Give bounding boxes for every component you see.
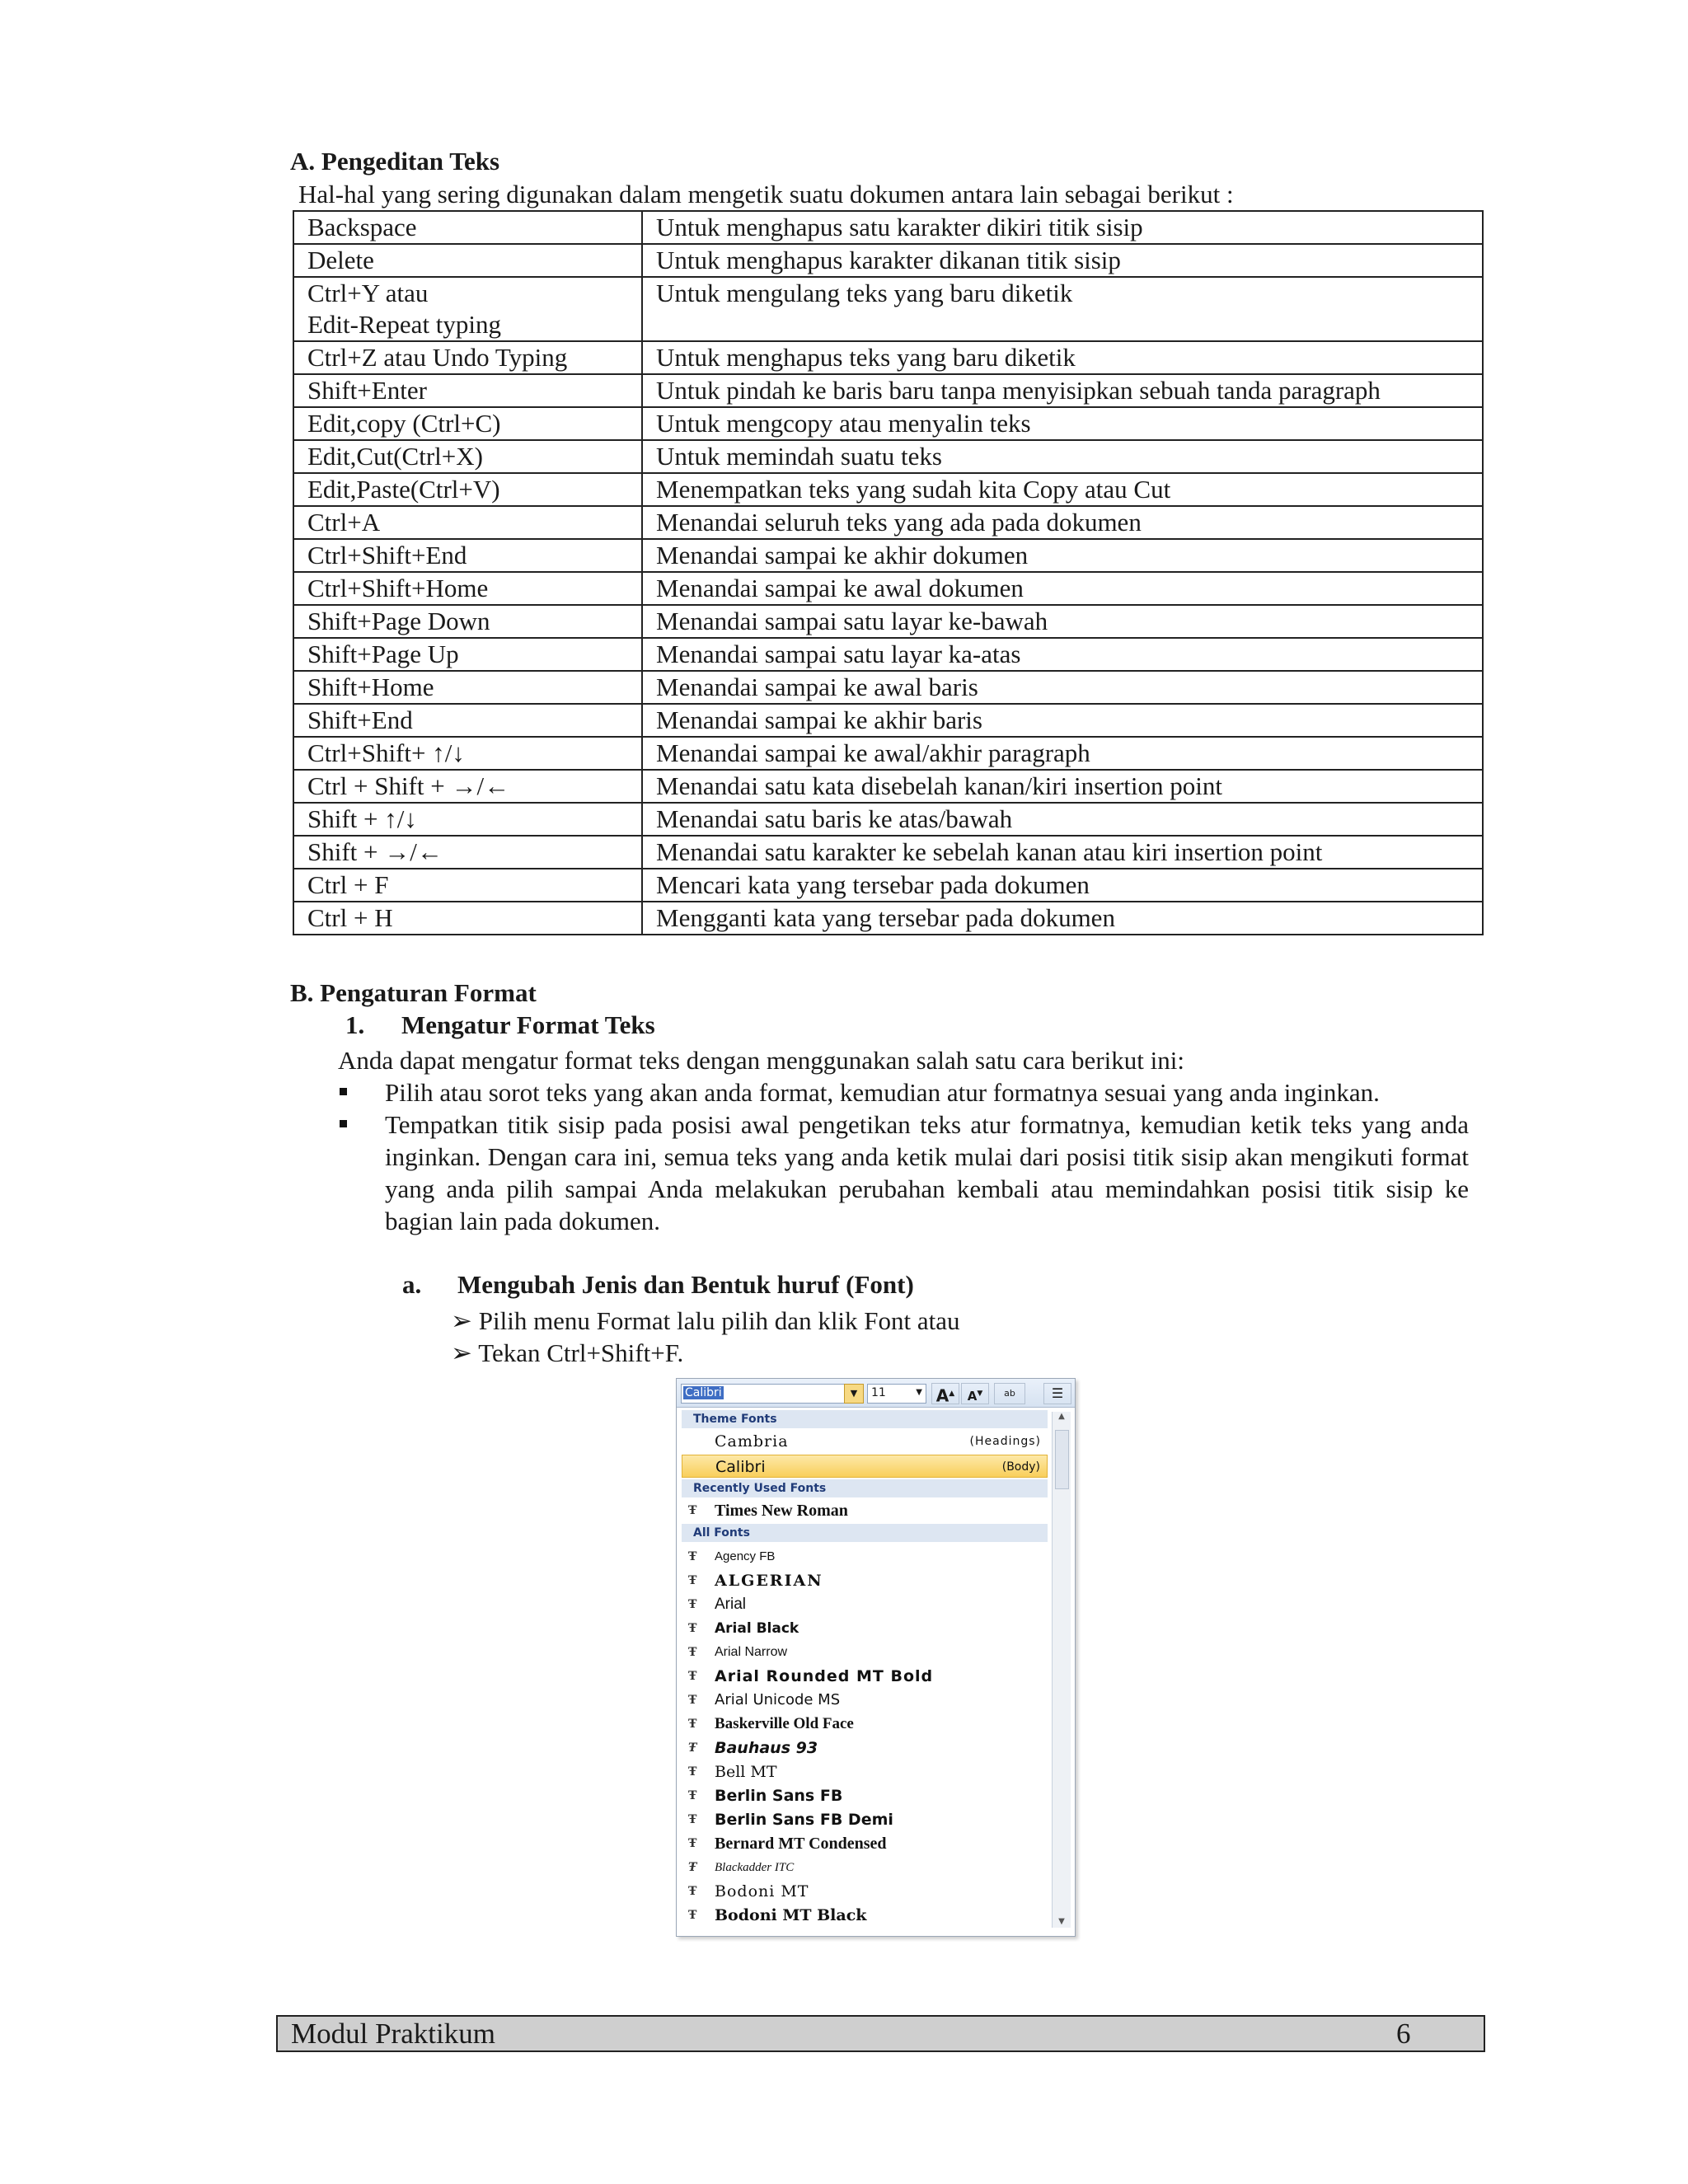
size-dropdown-arrow-icon[interactable]: ▼ <box>916 1388 922 1397</box>
shortcut-description: Menandai sampai satu layar ke-bawah <box>642 605 1483 638</box>
font-size-value: 11 <box>871 1386 886 1399</box>
shortcut-key <box>293 869 642 902</box>
font-option-name: Bodoni MT <box>715 1882 809 1900</box>
shortcut-description: Menandai sampai ke awal/akhir paragraph <box>642 737 1483 770</box>
shortcut-key-text: Shift+Page Up <box>307 640 459 668</box>
font-option-name: Berlin Sans FB Demi <box>715 1811 893 1829</box>
font-option-name: Times New Roman <box>715 1502 848 1520</box>
shortcut-row <box>293 374 1483 407</box>
shortcut-key <box>293 770 642 803</box>
shortcut-key-text: Delete <box>307 246 374 274</box>
shortcut-row <box>293 869 1483 902</box>
shortcut-row <box>293 605 1483 638</box>
section-a-title: A. Pengeditan Teks <box>290 147 500 176</box>
shortcut-row <box>293 407 1483 440</box>
shortcut-row <box>293 770 1483 803</box>
grow-font-icon: A <box>935 1385 950 1406</box>
shortcut-description: Menandai satu kata disebelah kanan/kiri insertion point <box>642 770 1483 803</box>
font-option[interactable] <box>682 1736 1048 1760</box>
scroll-thumb[interactable] <box>1055 1430 1069 1489</box>
shortcut-key-text: Shift+Page Down <box>307 607 490 635</box>
font-option-name: Cambria <box>715 1432 789 1451</box>
all-fonts-header: All Fonts <box>682 1524 1048 1542</box>
shortcut-row <box>293 572 1483 605</box>
font-name-box[interactable] <box>681 1384 856 1404</box>
font-option[interactable] <box>682 1641 1048 1664</box>
shortcut-key-text: Edit,Cut(Ctrl+X) <box>307 442 483 471</box>
font-option-tag: (Body) <box>1001 1460 1040 1474</box>
shortcut-table <box>293 210 1484 935</box>
truetype-font-icon: Ŧ <box>688 1550 697 1563</box>
shortcut-description: Untuk mengcopy atau menyalin teks <box>642 407 1483 440</box>
shortcut-description: Untuk menghapus karakter dikanan titik sisip <box>642 244 1483 277</box>
shortcut-row <box>293 341 1483 374</box>
bullet-item <box>338 1076 1469 1108</box>
font-option-name: Bauhaus 93 <box>715 1739 818 1757</box>
shortcut-key <box>293 605 642 638</box>
shortcut-description: Menandai satu baris ke atas/bawah <box>642 803 1483 836</box>
shortcut-key-text: Shift + ↑/↓ <box>307 804 417 833</box>
shortcut-row <box>293 803 1483 836</box>
shortcut-key-text: Edit-Repeat typing <box>307 310 502 339</box>
shrink-font-icon: A <box>967 1389 978 1404</box>
shortcut-row <box>293 638 1483 671</box>
shortcut-description: Menandai sampai ke akhir baris <box>642 704 1483 737</box>
shortcut-row <box>293 277 1483 341</box>
bullet-list <box>338 1076 1469 1237</box>
shortcut-key-text: Ctrl+Z atau Undo Typing <box>307 343 568 372</box>
truetype-font-icon: Ŧ <box>688 1861 697 1874</box>
font-option-name: Bodoni MT Black <box>715 1906 867 1924</box>
square-bullet-icon <box>340 1088 347 1095</box>
page-number: 6 <box>1396 2018 1411 2050</box>
shortcut-description: Menandai sampai ke awal dokumen <box>642 572 1483 605</box>
font-option[interactable] <box>682 1760 1048 1783</box>
font-option-name: Arial Narrow <box>715 1645 788 1659</box>
shortcut-key-text: Ctrl+Shift+Home <box>307 574 489 602</box>
shortcut-row <box>293 836 1483 869</box>
shortcut-key <box>293 211 642 244</box>
font-toolbar <box>677 1379 1075 1408</box>
scroll-down-icon[interactable]: ▼ <box>1058 1917 1065 1926</box>
font-name-value: Calibri <box>685 1386 722 1399</box>
font-option-name: Arial Rounded MT Bold <box>715 1667 934 1685</box>
truetype-font-icon: Ŧ <box>688 1670 698 1683</box>
arrow-bullet-icon: ➢ <box>451 1338 472 1367</box>
font-option[interactable] <box>682 1665 1048 1688</box>
font-size-box[interactable] <box>867 1384 926 1404</box>
shortcut-key <box>293 506 642 539</box>
shortcut-key-text: Edit,Paste(Ctrl+V) <box>307 475 500 504</box>
bullet-text: Pilih atau sorot teks yang akan anda format, kemudian atur formatnya sesuai yang anda inginkan. <box>385 1078 1380 1107</box>
truetype-font-icon: Ŧ <box>688 1598 697 1611</box>
shortcut-description: Menempatkan teks yang sudah kita Copy atau Cut <box>642 473 1483 506</box>
truetype-font-icon: Ŧ <box>688 1646 697 1659</box>
shortcut-key-text: Backspace <box>307 213 417 241</box>
font-dropdown <box>676 1378 1076 1937</box>
shortcut-row <box>293 902 1483 935</box>
section-a-intro: Hal-hal yang sering digunakan dalam mengetik suatu dokumen antara lain sebagai berikut : <box>298 180 1234 209</box>
shortcut-key <box>293 440 642 473</box>
shortcut-key-text: Ctrl + Shift + →/← <box>307 771 510 800</box>
shortcut-description: Menandai seluruh teks yang ada pada dokumen <box>642 506 1483 539</box>
shortcut-key <box>293 341 642 374</box>
section-b-title: B. Pengaturan Format <box>290 978 537 1007</box>
shortcut-description: Untuk pindah ke baris baru tanpa menyisipkan sebuah tanda paragraph <box>642 374 1483 407</box>
shortcut-key <box>293 638 642 671</box>
subsection-a-letter: a. <box>402 1270 422 1299</box>
font-option-name: Blackadder ITC <box>715 1861 795 1874</box>
shortcut-key-text: Shift+End <box>307 705 413 734</box>
clear-format-button[interactable] <box>994 1383 1025 1404</box>
font-option-name: ALGERIAN <box>715 1572 823 1590</box>
truetype-font-icon: Ŧ <box>688 1789 697 1802</box>
shortcut-description: Mengganti kata yang tersebar pada dokumen <box>642 902 1483 935</box>
shortcut-key-text: Ctrl+Y atau <box>307 279 429 307</box>
font-option[interactable] <box>682 1832 1048 1855</box>
dropdown-scrollbar[interactable] <box>1052 1412 1071 1928</box>
shortcut-key <box>293 539 642 572</box>
shortcut-key-text: Shift + →/← <box>307 837 443 866</box>
truetype-font-icon: Ŧ <box>688 1765 697 1779</box>
font-option-cambria[interactable] <box>682 1430 1048 1453</box>
shortcut-description: Menandai sampai satu layar ka-atas <box>642 638 1483 671</box>
shortcut-row <box>293 539 1483 572</box>
shortcut-key <box>293 244 642 277</box>
scroll-up-icon[interactable]: ▲ <box>1058 1412 1065 1421</box>
font-option[interactable] <box>682 1545 1048 1568</box>
shortcut-key <box>293 572 642 605</box>
footer-label: Modul Praktikum <box>291 2018 495 2050</box>
font-option[interactable] <box>682 1880 1048 1903</box>
subsection-a-title: Mengubah Jenis dan Bentuk huruf (Font) <box>457 1270 914 1299</box>
step-text: Tekan Ctrl+Shift+F. <box>478 1338 684 1367</box>
bullet-item <box>338 1108 1469 1237</box>
shortcut-row <box>293 506 1483 539</box>
shortcut-key-text: Edit,copy (Ctrl+C) <box>307 409 501 438</box>
shortcut-key <box>293 836 642 869</box>
shortcut-key <box>293 737 642 770</box>
subsection-title: Mengatur Format Teks <box>401 1010 655 1039</box>
font-option[interactable] <box>682 1593 1048 1616</box>
shortcut-row <box>293 671 1483 704</box>
shortcut-description: Untuk menghapus satu karakter dikiri titik sisip <box>642 211 1483 244</box>
font-option-name: Baskerville Old Face <box>715 1715 854 1732</box>
shortcut-key-text: Ctrl + H <box>307 903 393 932</box>
shortcut-row <box>293 704 1483 737</box>
shortcut-key-text: Shift+Home <box>307 673 434 701</box>
font-option[interactable] <box>682 1689 1048 1712</box>
font-option-name: Bell MT <box>715 1763 777 1781</box>
shortcut-key <box>293 803 642 836</box>
subsection-number: 1. <box>345 1010 365 1039</box>
truetype-font-icon: Ŧ <box>688 1504 697 1517</box>
step-item <box>451 1305 960 1337</box>
step-text: Pilih menu Format lalu pilih dan klik Font atau <box>478 1306 960 1335</box>
shortcut-key <box>293 902 642 935</box>
shortcut-key <box>293 671 642 704</box>
shortcut-row <box>293 244 1483 277</box>
shortcut-key <box>293 277 642 341</box>
shortcut-row <box>293 211 1483 244</box>
font-option[interactable] <box>682 1856 1048 1879</box>
truetype-font-icon: Ŧ <box>688 1909 697 1922</box>
grow-font-button[interactable]: A▲ <box>931 1383 959 1404</box>
font-option-name: Arial Unicode MS <box>715 1691 841 1708</box>
truetype-font-icon: Ŧ <box>688 1741 697 1755</box>
clear-format-icon: ab <box>1004 1388 1015 1399</box>
truetype-font-icon: Ŧ <box>688 1694 697 1707</box>
font-option-calibri-selected[interactable] <box>682 1455 1048 1478</box>
shortcut-row <box>293 440 1483 473</box>
shortcut-row <box>293 737 1483 770</box>
font-option[interactable] <box>682 1784 1048 1807</box>
theme-fonts-header: Theme Fonts <box>682 1410 1048 1428</box>
font-option[interactable] <box>682 1904 1048 1927</box>
font-option-name: Bernard MT Condensed <box>715 1835 887 1853</box>
shortcut-description: Untuk mengulang teks yang baru diketik <box>642 277 1483 341</box>
shortcut-description: Untuk menghapus teks yang baru diketik <box>642 341 1483 374</box>
recent-fonts-header: Recently Used Fonts <box>682 1479 1048 1497</box>
shortcut-description: Menandai sampai ke akhir dokumen <box>642 539 1483 572</box>
font-option-tag: (Headings) <box>969 1435 1041 1448</box>
shortcut-key-text: Ctrl + F <box>307 870 389 899</box>
font-option-name: Calibri <box>715 1458 766 1476</box>
shortcut-description: Untuk memindah suatu teks <box>642 440 1483 473</box>
font-option[interactable] <box>682 1617 1048 1640</box>
shrink-font-button[interactable]: A▼ <box>961 1383 989 1404</box>
font-option[interactable] <box>682 1808 1048 1831</box>
font-option-name: Berlin Sans FB <box>715 1787 843 1805</box>
shortcut-key <box>293 704 642 737</box>
shortcut-description: Menandai sampai ke awal baris <box>642 671 1483 704</box>
page-footer <box>276 2015 1485 2052</box>
shortcut-key <box>293 407 642 440</box>
shortcut-key <box>293 374 642 407</box>
font-option-name: Agency FB <box>715 1549 776 1563</box>
arrow-bullet-icon: ➢ <box>451 1306 472 1335</box>
font-option-times-new-roman[interactable] <box>682 1499 1048 1522</box>
truetype-font-icon: Ŧ <box>688 1837 697 1850</box>
font-dropdown-arrow-icon[interactable]: ▼ <box>844 1384 864 1404</box>
font-option-name: Arial <box>715 1596 747 1613</box>
section-b-intro: Anda dapat mengatur format teks dengan menggunakan salah satu cara berikut ini: <box>338 1046 1184 1075</box>
shortcut-key-text: Ctrl+A <box>307 508 381 537</box>
shortcut-key <box>293 473 642 506</box>
shortcut-description: Menandai satu karakter ke sebelah kanan atau kiri insertion point <box>642 836 1483 869</box>
shortcut-key-text: Ctrl+Shift+ ↑/↓ <box>307 738 465 767</box>
bullet-text: Tempatkan titik sisip pada posisi awal pengetikan teks atur formatnya, kemudian ketik teks yang anda inginkan. Dengan cara ini, semua teks yang anda ketik mulai dari posisi titik sisip akan mengikuti format yang anda pilih sampai Anda melakukan perubahan kembali atau memindahkan posisi titik sisip ke bagian lain pada dokumen. <box>385 1110 1469 1235</box>
font-option[interactable] <box>682 1569 1048 1592</box>
truetype-font-icon: Ŧ <box>688 1885 698 1898</box>
shortcut-row <box>293 473 1483 506</box>
truetype-font-icon: Ŧ <box>688 1813 697 1826</box>
truetype-font-icon: Ŧ <box>688 1574 699 1587</box>
truetype-font-icon: Ŧ <box>688 1622 697 1635</box>
shortcut-key-text: Shift+Enter <box>307 376 427 405</box>
step-item <box>451 1337 683 1369</box>
bullets-list-icon[interactable]: ☰ <box>1043 1383 1071 1404</box>
font-option-name: Arial Black <box>715 1620 799 1637</box>
shortcut-description: Mencari kata yang tersebar pada dokumen <box>642 869 1483 902</box>
shortcut-key-text: Ctrl+Shift+End <box>307 541 467 569</box>
font-option[interactable] <box>682 1713 1048 1736</box>
truetype-font-icon: Ŧ <box>688 1718 697 1731</box>
square-bullet-icon <box>340 1120 347 1127</box>
